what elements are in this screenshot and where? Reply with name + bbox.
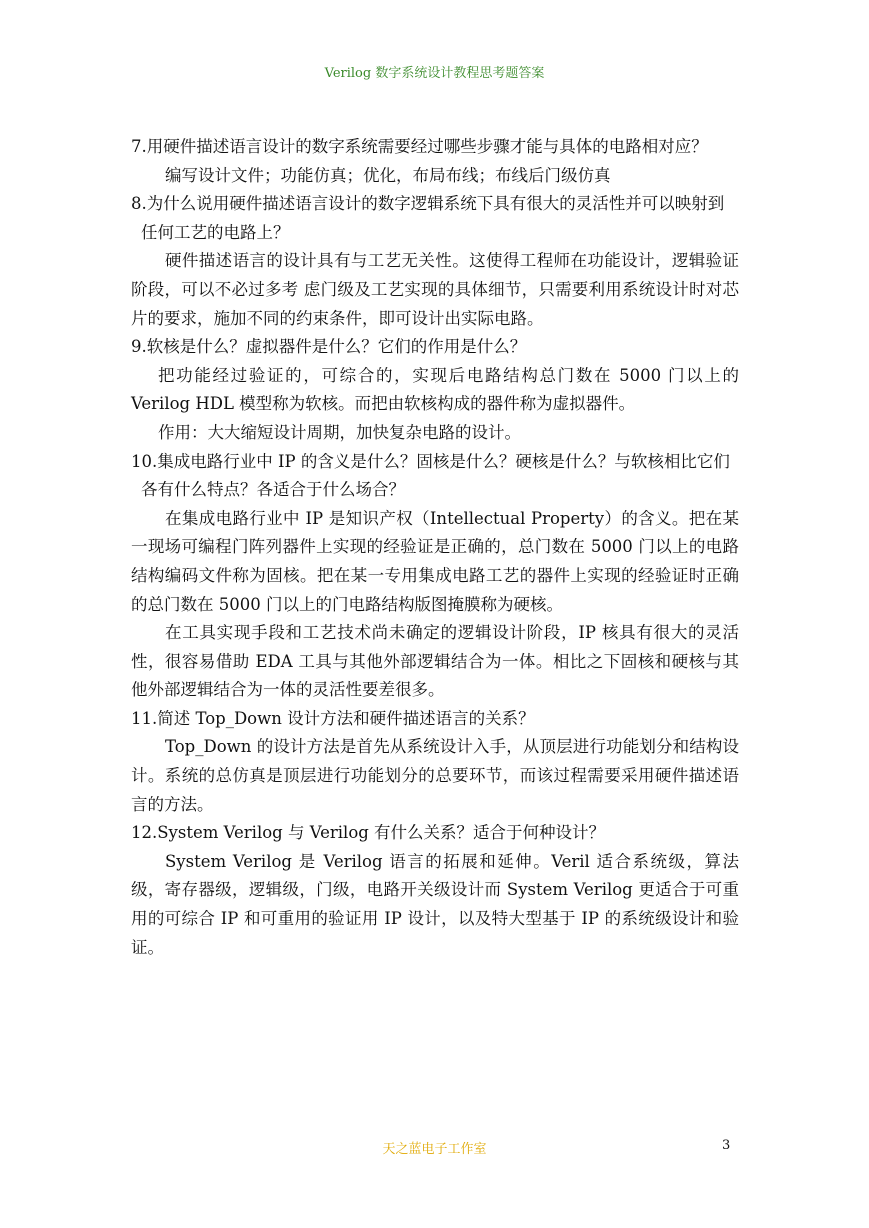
answer-9-definition: 把功能经过验证的，可综合的，实现后电路结构总门数在 5000 门以上的 Verilog HDL 模型称为软核。而把由软核构成的器件称为虚拟器件。 — [131, 365, 739, 414]
question-8: 8.为什么说用硬件描述语言设计的数字逻辑系统下具有很大的灵活性并可以映射到任何工艺的电路上？ — [131, 194, 725, 242]
page-header: Verilog 数字系统设计教程思考题答案 — [324, 66, 545, 81]
answer-10-definitions: 在集成电路行业中 IP 是知识产权（Intellectual Property）的含义。把在某一现场可编程门阵列器件上实现的经验证是正确的，总门数在 5000 门以上的电路结构编码文件称为固核。把在某一专用集成电路工艺的器件上实现的经验证时正确的总门数在 5000 门以上的门电路结构版图掩膜称为硬核。 — [131, 508, 739, 614]
answer-11: Top_Down 的设计方法是首先从系统设计入手，从顶层进行功能划分和结构设计。系统的总仿真是顶层进行功能划分的总要环节，而该过程需要采用硬件描述语言的方法。 — [131, 737, 739, 814]
page-number: 3 — [722, 1138, 731, 1153]
answer-10-comparison: 在工具实现手段和工艺技术尚未确定的逻辑设计阶段，IP 核具有很大的灵活性，很容易借助 EDA 工具与其他外部逻辑结合为一体。相比之下固核和硬核与其他外部逻辑结合为一体的灵活性要差很多。 — [131, 623, 739, 700]
answer-8: 硬件描述语言的设计具有与工艺无关性。这使得工程师在功能设计，逻辑验证阶段，可以不必过多考 虑门级及工艺实现的具体细节，只需要利用系统设计时对芯片的要求，施加不同的约束条件，即可设计出实际电路。 — [131, 251, 739, 328]
answer-7: 编写设计文件；功能仿真；优化，布局布线；布线后门级仿真 — [165, 165, 611, 185]
footer-studio-name: 天之蓝电子工作室 — [382, 1142, 487, 1157]
question-10: 10.集成电路行业中 IP 的含义是什么？固核是什么？硬核是什么？与软核相比它们各有什么特点？各适合于什么场合？ — [131, 451, 730, 500]
answer-9-purpose: 作用：大大缩短设计周期，加快复杂电路的设计。 — [158, 422, 521, 442]
document-body — [131, 133, 739, 962]
answer-12: System Verilog 是 Verilog 语言的拓展和延伸。Veril 适合系统级，算法级，寄存器级，逻辑级，门级，电路开关级设计而 System Verilog 更适合于可重用的可综合 IP 和可重用的验证用 IP 设计，以及特大型基于 IP 的系统级设计和验证。 — [131, 851, 739, 957]
question-12: 12.System Verilog 与 Verilog 有什么关系？适合于何种设计？ — [131, 823, 606, 843]
question-11: 11.简述 Top_Down 设计方法和硬件描述语言的关系？ — [131, 708, 535, 728]
question-7: 7.用硬件描述语言设计的数字系统需要经过哪些步骤才能与具体的电路相对应？ — [131, 137, 708, 156]
question-9: 9.软核是什么？虚拟器件是什么？它们的作用是什么？ — [131, 337, 527, 357]
